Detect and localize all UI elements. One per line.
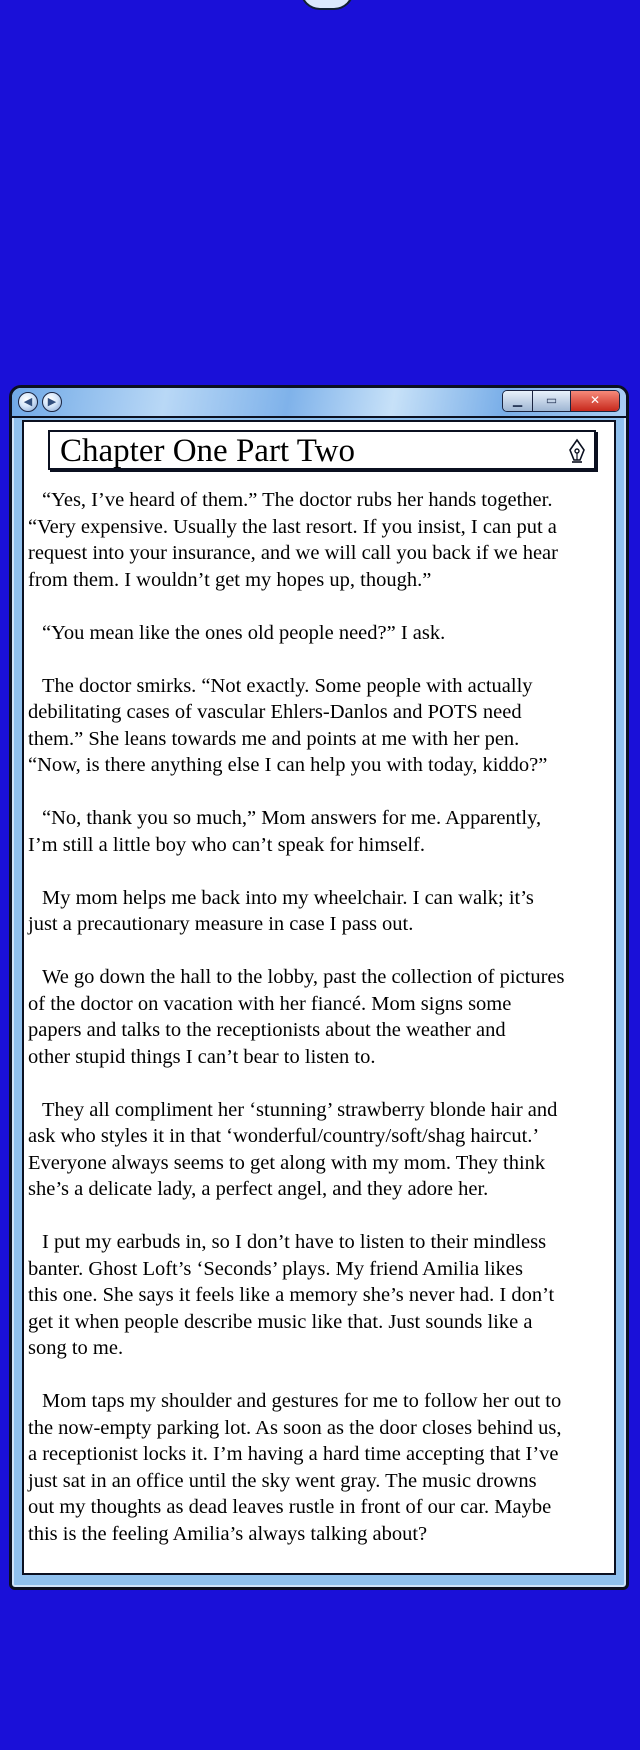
- story-paragraph: [28, 620, 612, 647]
- maximize-icon[interactable]: ▭: [533, 391, 571, 411]
- paragraph-line: them.” She leans towards me and points at me with her pen.: [28, 727, 520, 750]
- paragraph-line: “Now, is there anything else I can help you with today, kiddo?”: [28, 754, 548, 776]
- paragraph-line: “No, thank you so much,” Mom answers for me. Apparently,: [42, 807, 542, 829]
- paragraph-line: out my thoughts as dead leaves rustle in front of our car. Maybe: [28, 1496, 552, 1518]
- paragraph-line: get it when people describe music like that. Just sounds like a: [28, 1310, 533, 1333]
- story-paragraph: [28, 805, 612, 858]
- forward-arrow-icon[interactable]: ▶: [42, 392, 62, 412]
- paragraph-line: “You mean like the ones old people need?” I ask.: [42, 621, 446, 644]
- paragraph-line: papers and talks to the receptionists about the weather and: [28, 1019, 506, 1041]
- paragraph-line: I’m still a little boy who can’t speak for himself.: [28, 833, 426, 856]
- story-paragraph: [28, 964, 612, 1070]
- story-paragraph: [28, 885, 612, 938]
- story-paragraph: [28, 1388, 612, 1547]
- paragraph-line: debilitating cases of vascular Ehlers-Danlos and POTS need: [28, 701, 522, 723]
- paragraph-line: My mom helps me back into my wheelchair. I can walk; it’s: [42, 886, 534, 909]
- top-decoration: [300, 0, 354, 10]
- paragraph-line: “Very expensive. Usually the last resort. If you insist, I can put a: [28, 515, 557, 538]
- paragraph-line: other stupid things I can’t bear to listen to.: [28, 1045, 376, 1068]
- pen-nib-icon: [566, 438, 588, 464]
- paragraph-line: song to me.: [28, 1337, 124, 1359]
- paragraph-line: from them. I wouldn’t get my hopes up, though.”: [28, 568, 432, 591]
- paragraph-line: request into your insurance, and we will call you back if we hear: [28, 542, 558, 564]
- story-window: [9, 385, 629, 1590]
- paragraph-line: of the doctor on vacation with her fiancé. Mom signs some: [28, 992, 512, 1015]
- story-paragraph: [28, 1229, 612, 1362]
- story-text: [28, 487, 612, 1574]
- paragraph-line: Everyone always seems to get along with my mom. They think: [28, 1151, 546, 1174]
- paragraph-line: the now-empty parking lot. As soon as the door closes behind us,: [28, 1416, 562, 1439]
- paragraph-line: Mom taps my shoulder and gestures for me to follow her out to: [42, 1390, 562, 1412]
- window-controls: [502, 390, 620, 412]
- paragraph-line: I put my earbuds in, so I don’t have to listen to their mindless: [42, 1231, 547, 1253]
- paragraph-line: this is the feeling Amilia’s always talking about?: [28, 1522, 428, 1545]
- chapter-header: [48, 430, 596, 470]
- story-paragraph: [28, 673, 612, 779]
- close-icon[interactable]: ✕: [571, 391, 619, 411]
- paragraph-line: ask who styles it in that ‘wonderful/country/soft/shag haircut.’: [28, 1125, 540, 1147]
- paragraph-line: just a precautionary measure in case I pass out.: [28, 913, 414, 935]
- paragraph-line: a receptionist locks it. I’m having a hard time accepting that I’ve: [28, 1443, 559, 1465]
- paragraph-line: “Yes, I’ve heard of them.” The doctor rubs her hands together.: [42, 489, 553, 511]
- paragraph-line: We go down the hall to the lobby, past the collection of pictures: [42, 966, 565, 988]
- story-paragraph: [28, 487, 612, 593]
- chapter-title: Chapter One Part Two: [60, 433, 355, 469]
- story-paragraph: [28, 1097, 612, 1203]
- content-area: [22, 420, 616, 1575]
- paragraph-line: this one. She says it feels like a memory she’s never had. I don’t: [28, 1284, 555, 1306]
- title-bar: [12, 388, 626, 418]
- minimize-icon[interactable]: ▁: [503, 391, 533, 411]
- back-arrow-icon[interactable]: ◀: [18, 392, 38, 412]
- paragraph-line: she’s a delicate lady, a perfect angel, and they adore her.: [28, 1178, 489, 1200]
- paragraph-line: banter. Ghost Loft’s ‘Seconds’ plays. My friend Amilia likes: [28, 1257, 523, 1280]
- paragraph-line: They all compliment her ‘stunning’ strawberry blonde hair and: [42, 1098, 558, 1121]
- paragraph-line: The doctor smirks. “Not exactly. Some people with actually: [42, 674, 533, 697]
- paragraph-line: just sat in an office until the sky went gray. The music drowns: [28, 1469, 537, 1492]
